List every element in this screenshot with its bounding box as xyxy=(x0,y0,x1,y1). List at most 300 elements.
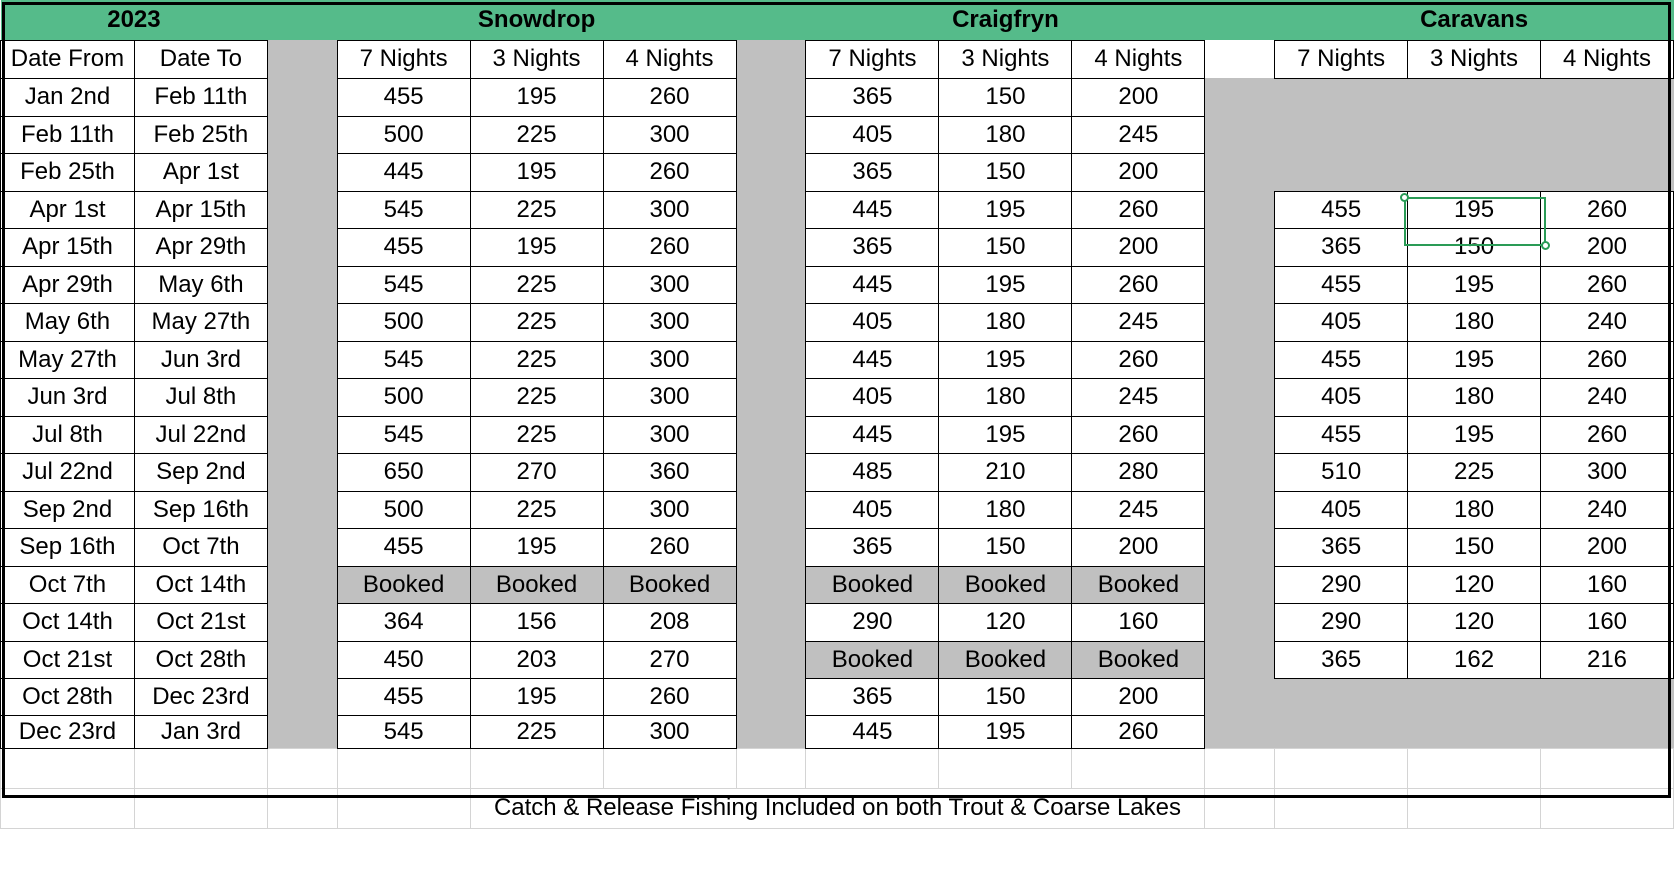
caravans-unavailable-cell xyxy=(1408,715,1541,748)
snowdrop-price-cell[interactable]: 225 xyxy=(470,491,603,528)
craigfryn-price-cell[interactable]: 365 xyxy=(806,678,939,715)
date-to-cell[interactable]: May 6th xyxy=(134,266,267,303)
date-from-cell[interactable]: May 27th xyxy=(1,341,135,378)
table-row xyxy=(1,528,1674,566)
caravans-unavailable-cell xyxy=(1540,715,1673,748)
table-row xyxy=(1,191,1674,228)
caravans-price-cell[interactable]: 195 xyxy=(1408,341,1541,378)
date-from-cell[interactable]: Jun 3rd xyxy=(1,378,135,416)
caravans-price-cell[interactable]: 200 xyxy=(1540,528,1673,566)
craigfryn-price-cell[interactable]: 200 xyxy=(1072,153,1205,191)
caravans-unavailable-cell xyxy=(1408,153,1541,191)
caravans-price-cell[interactable]: 195 xyxy=(1408,191,1541,228)
table-row xyxy=(1,78,1674,116)
snowdrop-price-cell[interactable]: 225 xyxy=(470,341,603,378)
gap-column xyxy=(267,153,337,191)
craigfryn-price-cell[interactable]: 260 xyxy=(1072,341,1205,378)
craigfryn-booked-cell[interactable]: Booked xyxy=(939,566,1072,603)
craigfryn-price-cell[interactable]: 180 xyxy=(939,491,1072,528)
snowdrop-price-cell[interactable]: 545 xyxy=(337,191,470,228)
caravans-price-cell[interactable]: 455 xyxy=(1275,191,1408,228)
craigfryn-price-cell[interactable]: 180 xyxy=(939,116,1072,153)
empty-cell[interactable] xyxy=(1540,748,1673,788)
group-heading-craigfryn: Craigfryn xyxy=(806,0,1205,40)
gap-column xyxy=(1205,266,1275,303)
caravans-price-cell[interactable]: 240 xyxy=(1540,378,1673,416)
craigfryn-price-cell[interactable]: 405 xyxy=(806,303,939,341)
empty-grid-row xyxy=(1,748,1674,788)
date-from-cell[interactable]: Dec 23rd xyxy=(1,715,135,748)
gap-column xyxy=(267,566,337,603)
craigfryn-price-cell[interactable]: 160 xyxy=(1072,603,1205,641)
gap-column xyxy=(736,78,806,116)
caravans-unavailable-cell xyxy=(1275,153,1408,191)
caravans-price-cell[interactable]: 365 xyxy=(1275,528,1408,566)
caravans-price-cell[interactable]: 180 xyxy=(1408,378,1541,416)
snowdrop-price-cell[interactable]: 260 xyxy=(603,153,736,191)
craigfryn-price-cell[interactable]: 405 xyxy=(806,116,939,153)
craigfryn-price-cell[interactable]: 245 xyxy=(1072,491,1205,528)
snowdrop-price-cell[interactable]: 500 xyxy=(337,303,470,341)
craigfryn-price-cell[interactable]: 365 xyxy=(806,228,939,266)
caravans-price-cell[interactable]: 200 xyxy=(1540,228,1673,266)
table-row xyxy=(1,715,1674,748)
empty-cell[interactable] xyxy=(736,748,806,788)
date-from-cell[interactable]: Oct 7th xyxy=(1,566,135,603)
date-to-cell[interactable]: May 27th xyxy=(134,303,267,341)
craigfryn-booked-cell[interactable]: Booked xyxy=(1072,641,1205,678)
snowdrop-price-cell[interactable]: 195 xyxy=(470,528,603,566)
craigfryn-price-cell[interactable]: 150 xyxy=(939,678,1072,715)
snowdrop-booked-cell[interactable]: Booked xyxy=(337,566,470,603)
year-heading: 2023 xyxy=(1,0,268,40)
caravans-price-cell[interactable]: 290 xyxy=(1275,603,1408,641)
table-row xyxy=(1,566,1674,603)
gap-column xyxy=(267,191,337,228)
date-to-cell[interactable]: Oct 21st xyxy=(134,603,267,641)
snowdrop-price-cell[interactable]: 225 xyxy=(470,191,603,228)
table-row xyxy=(1,228,1674,266)
caravans-unavailable-cell xyxy=(1275,678,1408,715)
date-from-cell[interactable]: Feb 11th xyxy=(1,116,135,153)
craigfryn-price-cell[interactable]: 365 xyxy=(806,153,939,191)
caravans-price-cell[interactable]: 195 xyxy=(1408,266,1541,303)
empty-cell[interactable] xyxy=(939,748,1072,788)
craigfryn-price-cell[interactable]: 290 xyxy=(806,603,939,641)
gap-column xyxy=(267,678,337,715)
date-to-cell[interactable]: Apr 29th xyxy=(134,228,267,266)
gap-column xyxy=(267,303,337,341)
snowdrop-price-cell[interactable]: 195 xyxy=(470,678,603,715)
footer-row xyxy=(1,788,1674,828)
snowdrop-price-cell[interactable]: 650 xyxy=(337,453,470,491)
caravans-price-cell[interactable]: 455 xyxy=(1275,341,1408,378)
craigfryn-price-cell[interactable]: 260 xyxy=(1072,416,1205,453)
caravans-price-cell[interactable]: 240 xyxy=(1540,303,1673,341)
date-from-cell[interactable]: Sep 16th xyxy=(1,528,135,566)
snowdrop-price-cell[interactable]: 445 xyxy=(337,153,470,191)
snowdrop-price-cell[interactable]: 225 xyxy=(470,378,603,416)
gap-column xyxy=(1205,78,1275,116)
date-from-cell[interactable]: Jan 2nd xyxy=(1,78,135,116)
column-header-caravans-n7[interactable]: 7 Nights xyxy=(1275,40,1408,78)
date-to-cell[interactable]: Oct 7th xyxy=(134,528,267,566)
header-band xyxy=(1,0,1674,40)
gap-column xyxy=(1205,228,1275,266)
caravans-unavailable-cell xyxy=(1540,678,1673,715)
caravans-unavailable-cell xyxy=(1540,153,1673,191)
gap-column xyxy=(736,641,806,678)
caravans-price-cell[interactable]: 365 xyxy=(1275,228,1408,266)
snowdrop-price-cell[interactable]: 195 xyxy=(470,228,603,266)
craigfryn-price-cell[interactable]: 210 xyxy=(939,453,1072,491)
snowdrop-price-cell[interactable]: 455 xyxy=(337,678,470,715)
gap-column xyxy=(1205,40,1275,78)
column-header-craigfryn-n3[interactable]: 3 Nights xyxy=(939,40,1072,78)
empty-cell[interactable] xyxy=(1540,788,1673,828)
date-to-cell[interactable]: Sep 16th xyxy=(134,491,267,528)
empty-cell[interactable] xyxy=(134,788,267,828)
snowdrop-price-cell[interactable]: 450 xyxy=(337,641,470,678)
craigfryn-price-cell[interactable]: 150 xyxy=(939,78,1072,116)
snowdrop-price-cell[interactable]: 300 xyxy=(603,116,736,153)
gap-column xyxy=(1205,715,1275,748)
snowdrop-price-cell[interactable]: 455 xyxy=(337,228,470,266)
craigfryn-price-cell[interactable]: 195 xyxy=(939,341,1072,378)
column-header-snowdrop-n7[interactable]: 7 Nights xyxy=(337,40,470,78)
date-from-cell[interactable]: May 6th xyxy=(1,303,135,341)
date-from-cell[interactable]: Jul 8th xyxy=(1,416,135,453)
table-row xyxy=(1,453,1674,491)
snowdrop-price-cell[interactable]: 300 xyxy=(603,416,736,453)
snowdrop-price-cell[interactable]: 545 xyxy=(337,416,470,453)
gap-column xyxy=(736,341,806,378)
table-row xyxy=(1,491,1674,528)
craigfryn-price-cell[interactable]: 260 xyxy=(1072,266,1205,303)
caravans-price-cell[interactable]: 365 xyxy=(1275,641,1408,678)
craigfryn-price-cell[interactable]: 365 xyxy=(806,78,939,116)
group-heading-snowdrop: Snowdrop xyxy=(337,0,736,40)
snowdrop-price-cell[interactable]: 300 xyxy=(603,491,736,528)
gap-column xyxy=(736,378,806,416)
snowdrop-price-cell[interactable]: 225 xyxy=(470,116,603,153)
craigfryn-price-cell[interactable]: 200 xyxy=(1072,228,1205,266)
date-from-cell[interactable]: Jul 22nd xyxy=(1,453,135,491)
craigfryn-price-cell[interactable]: 405 xyxy=(806,378,939,416)
empty-cell[interactable] xyxy=(1072,748,1205,788)
snowdrop-price-cell[interactable]: 260 xyxy=(603,528,736,566)
craigfryn-price-cell[interactable]: 180 xyxy=(939,378,1072,416)
caravans-unavailable-cell xyxy=(1408,116,1541,153)
gap-column xyxy=(736,416,806,453)
craigfryn-price-cell[interactable]: 445 xyxy=(806,715,939,748)
date-from-cell[interactable]: Oct 14th xyxy=(1,603,135,641)
caravans-unavailable-cell xyxy=(1275,116,1408,153)
caravans-price-cell[interactable]: 290 xyxy=(1275,566,1408,603)
gap-column xyxy=(1205,378,1275,416)
gap-column xyxy=(1205,566,1275,603)
snowdrop-price-cell[interactable]: 208 xyxy=(603,603,736,641)
date-from-cell[interactable]: Oct 21st xyxy=(1,641,135,678)
gap-column xyxy=(736,303,806,341)
gap-column xyxy=(267,528,337,566)
empty-cell[interactable] xyxy=(1,748,135,788)
gap-column xyxy=(1205,303,1275,341)
gap-column xyxy=(267,603,337,641)
caravans-price-cell[interactable]: 260 xyxy=(1540,266,1673,303)
gap-column xyxy=(736,228,806,266)
gap-column xyxy=(267,116,337,153)
date-to-cell[interactable]: Jul 8th xyxy=(134,378,267,416)
craigfryn-price-cell[interactable]: 445 xyxy=(806,341,939,378)
empty-cell[interactable] xyxy=(1205,748,1275,788)
snowdrop-price-cell[interactable]: 455 xyxy=(337,78,470,116)
table-row xyxy=(1,266,1674,303)
snowdrop-price-cell[interactable]: 455 xyxy=(337,528,470,566)
caravans-price-cell[interactable]: 195 xyxy=(1408,416,1541,453)
craigfryn-price-cell[interactable]: 445 xyxy=(806,416,939,453)
snowdrop-price-cell[interactable]: 260 xyxy=(603,678,736,715)
caravans-unavailable-cell xyxy=(1408,678,1541,715)
empty-cell[interactable] xyxy=(337,788,470,828)
snowdrop-price-cell[interactable]: 225 xyxy=(470,303,603,341)
snowdrop-booked-cell[interactable]: Booked xyxy=(603,566,736,603)
craigfryn-price-cell[interactable]: 245 xyxy=(1072,116,1205,153)
caravans-price-cell[interactable]: 150 xyxy=(1408,528,1541,566)
date-to-cell[interactable]: Oct 14th xyxy=(134,566,267,603)
craigfryn-price-cell[interactable]: 195 xyxy=(939,715,1072,748)
craigfryn-price-cell[interactable]: 200 xyxy=(1072,528,1205,566)
caravans-price-cell[interactable]: 120 xyxy=(1408,566,1541,603)
table-row xyxy=(1,678,1674,715)
gap-column xyxy=(1205,603,1275,641)
caravans-price-cell[interactable]: 405 xyxy=(1275,491,1408,528)
caravans-price-cell[interactable]: 162 xyxy=(1408,641,1541,678)
craigfryn-booked-cell[interactable]: Booked xyxy=(1072,566,1205,603)
caravans-unavailable-cell xyxy=(1275,715,1408,748)
empty-cell[interactable] xyxy=(1408,748,1541,788)
caravans-price-cell[interactable]: 260 xyxy=(1540,191,1673,228)
caravans-unavailable-cell xyxy=(1408,78,1541,116)
gap-column xyxy=(736,116,806,153)
craigfryn-price-cell[interactable]: 200 xyxy=(1072,678,1205,715)
table-row xyxy=(1,603,1674,641)
caravans-unavailable-cell xyxy=(1540,116,1673,153)
gap-column xyxy=(1205,116,1275,153)
craigfryn-price-cell[interactable]: 150 xyxy=(939,528,1072,566)
date-from-cell[interactable]: Apr 1st xyxy=(1,191,135,228)
table-row xyxy=(1,303,1674,341)
empty-cell[interactable] xyxy=(806,748,939,788)
date-from-cell[interactable]: Oct 28th xyxy=(1,678,135,715)
date-to-cell[interactable]: Apr 1st xyxy=(134,153,267,191)
caravans-price-cell[interactable]: 180 xyxy=(1408,491,1541,528)
column-header-caravans-n4[interactable]: 4 Nights xyxy=(1540,40,1673,78)
date-to-cell[interactable]: Apr 15th xyxy=(134,191,267,228)
snowdrop-price-cell[interactable]: 300 xyxy=(603,266,736,303)
column-header-snowdrop-n3[interactable]: 3 Nights xyxy=(470,40,603,78)
caravans-price-cell[interactable]: 260 xyxy=(1540,416,1673,453)
craigfryn-price-cell[interactable]: 280 xyxy=(1072,453,1205,491)
gap-column xyxy=(1205,491,1275,528)
gap-column xyxy=(267,341,337,378)
craigfryn-price-cell[interactable]: 485 xyxy=(806,453,939,491)
snowdrop-price-cell[interactable]: 300 xyxy=(603,378,736,416)
group-heading-caravans: Caravans xyxy=(1275,0,1674,40)
caravans-price-cell[interactable]: 216 xyxy=(1540,641,1673,678)
date-from-cell[interactable]: Apr 29th xyxy=(1,266,135,303)
date-from-cell[interactable]: Apr 15th xyxy=(1,228,135,266)
caravans-price-cell[interactable]: 180 xyxy=(1408,303,1541,341)
gap-column xyxy=(736,528,806,566)
craigfryn-price-cell[interactable]: 195 xyxy=(939,266,1072,303)
craigfryn-price-cell[interactable]: 180 xyxy=(939,303,1072,341)
date-to-cell[interactable]: Jan 3rd xyxy=(134,715,267,748)
craigfryn-price-cell[interactable]: 195 xyxy=(939,191,1072,228)
table-row xyxy=(1,341,1674,378)
caravans-price-cell[interactable]: 150 xyxy=(1408,228,1541,266)
date-to-cell[interactable]: Feb 11th xyxy=(134,78,267,116)
gap-column xyxy=(267,78,337,116)
snowdrop-price-cell[interactable]: 260 xyxy=(603,228,736,266)
caravans-price-cell[interactable]: 405 xyxy=(1275,303,1408,341)
gap-column xyxy=(1205,678,1275,715)
snowdrop-price-cell[interactable]: 203 xyxy=(470,641,603,678)
gap-column xyxy=(267,491,337,528)
date-to-cell[interactable]: Feb 25th xyxy=(134,116,267,153)
column-header-caravans-n3[interactable]: 3 Nights xyxy=(1408,40,1541,78)
gap-column xyxy=(267,378,337,416)
caravans-price-cell[interactable]: 510 xyxy=(1275,453,1408,491)
caravans-unavailable-cell xyxy=(1540,78,1673,116)
craigfryn-price-cell[interactable]: 195 xyxy=(939,416,1072,453)
craigfryn-price-cell[interactable]: 445 xyxy=(806,191,939,228)
craigfryn-booked-cell[interactable]: Booked xyxy=(806,641,939,678)
empty-cell[interactable] xyxy=(1408,788,1541,828)
gap-column xyxy=(736,453,806,491)
snowdrop-price-cell[interactable]: 500 xyxy=(337,116,470,153)
caravans-price-cell[interactable]: 160 xyxy=(1540,603,1673,641)
snowdrop-price-cell[interactable]: 225 xyxy=(470,416,603,453)
snowdrop-price-cell[interactable]: 300 xyxy=(603,715,736,748)
column-header-snowdrop-n4[interactable]: 4 Nights xyxy=(603,40,736,78)
empty-cell[interactable] xyxy=(267,748,337,788)
snowdrop-price-cell[interactable]: 260 xyxy=(603,78,736,116)
craigfryn-price-cell[interactable]: 150 xyxy=(939,153,1072,191)
snowdrop-price-cell[interactable]: 500 xyxy=(337,491,470,528)
snowdrop-price-cell[interactable]: 545 xyxy=(337,341,470,378)
snowdrop-price-cell[interactable]: 156 xyxy=(470,603,603,641)
table-row xyxy=(1,641,1674,678)
fishing-note[interactable]: Catch & Release Fishing Included on both Trout & Coarse Lakes xyxy=(470,788,1205,828)
gap-column xyxy=(736,191,806,228)
date-from-cell[interactable]: Sep 2nd xyxy=(1,491,135,528)
column-header-date-from[interactable]: Date From xyxy=(1,40,135,78)
empty-cell[interactable] xyxy=(1275,748,1408,788)
date-from-cell[interactable]: Feb 25th xyxy=(1,153,135,191)
craigfryn-price-cell[interactable]: 245 xyxy=(1072,303,1205,341)
caravans-price-cell[interactable]: 225 xyxy=(1408,453,1541,491)
date-to-cell[interactable]: Jun 3rd xyxy=(134,341,267,378)
gap-column xyxy=(736,40,806,78)
caravans-price-cell[interactable]: 260 xyxy=(1540,341,1673,378)
column-header-row xyxy=(1,40,1674,78)
gap-column xyxy=(1205,453,1275,491)
caravans-price-cell[interactable]: 240 xyxy=(1540,491,1673,528)
snowdrop-price-cell[interactable]: 270 xyxy=(603,641,736,678)
empty-cell[interactable] xyxy=(267,788,337,828)
craigfryn-price-cell[interactable]: 120 xyxy=(939,603,1072,641)
craigfryn-booked-cell[interactable]: Booked xyxy=(806,566,939,603)
caravans-price-cell[interactable]: 160 xyxy=(1540,566,1673,603)
gap-column xyxy=(267,641,337,678)
empty-cell[interactable] xyxy=(1205,788,1275,828)
gap-column xyxy=(736,566,806,603)
snowdrop-price-cell[interactable]: 300 xyxy=(603,303,736,341)
craigfryn-price-cell[interactable]: 150 xyxy=(939,228,1072,266)
craigfryn-price-cell[interactable]: 260 xyxy=(1072,715,1205,748)
empty-cell[interactable] xyxy=(603,748,736,788)
craigfryn-booked-cell[interactable]: Booked xyxy=(939,641,1072,678)
gap-column xyxy=(1205,191,1275,228)
craigfryn-price-cell[interactable]: 245 xyxy=(1072,378,1205,416)
column-header-date-to[interactable]: Date To xyxy=(134,40,267,78)
date-to-cell[interactable]: Jul 22nd xyxy=(134,416,267,453)
snowdrop-price-cell[interactable]: 500 xyxy=(337,378,470,416)
caravans-price-cell[interactable]: 455 xyxy=(1275,266,1408,303)
craigfryn-price-cell[interactable]: 260 xyxy=(1072,191,1205,228)
gap-column xyxy=(1205,528,1275,566)
table-row xyxy=(1,378,1674,416)
table-row xyxy=(1,116,1674,153)
snowdrop-price-cell[interactable]: 300 xyxy=(603,341,736,378)
snowdrop-price-cell[interactable]: 545 xyxy=(337,266,470,303)
table-row xyxy=(1,153,1674,191)
caravans-price-cell[interactable]: 455 xyxy=(1275,416,1408,453)
empty-cell[interactable] xyxy=(470,748,603,788)
gap-column xyxy=(267,40,337,78)
column-header-craigfryn-n4[interactable]: 4 Nights xyxy=(1072,40,1205,78)
caravans-price-cell[interactable]: 300 xyxy=(1540,453,1673,491)
snowdrop-price-cell[interactable]: 545 xyxy=(337,715,470,748)
craigfryn-price-cell[interactable]: 405 xyxy=(806,491,939,528)
date-to-cell[interactable]: Dec 23rd xyxy=(134,678,267,715)
snowdrop-booked-cell[interactable]: Booked xyxy=(470,566,603,603)
column-header-craigfryn-n7[interactable]: 7 Nights xyxy=(806,40,939,78)
date-to-cell[interactable]: Sep 2nd xyxy=(134,453,267,491)
caravans-price-cell[interactable]: 120 xyxy=(1408,603,1541,641)
snowdrop-price-cell[interactable]: 195 xyxy=(470,153,603,191)
empty-cell[interactable] xyxy=(337,748,470,788)
empty-cell[interactable] xyxy=(1275,788,1408,828)
gap-column xyxy=(736,266,806,303)
craigfryn-price-cell[interactable]: 200 xyxy=(1072,78,1205,116)
snowdrop-price-cell[interactable]: 360 xyxy=(603,453,736,491)
snowdrop-price-cell[interactable]: 270 xyxy=(470,453,603,491)
snowdrop-price-cell[interactable]: 225 xyxy=(470,715,603,748)
craigfryn-price-cell[interactable]: 445 xyxy=(806,266,939,303)
craigfryn-price-cell[interactable]: 365 xyxy=(806,528,939,566)
snowdrop-price-cell[interactable]: 364 xyxy=(337,603,470,641)
snowdrop-price-cell[interactable]: 300 xyxy=(603,191,736,228)
gap-column xyxy=(736,678,806,715)
snowdrop-price-cell[interactable]: 195 xyxy=(470,78,603,116)
snowdrop-price-cell[interactable]: 225 xyxy=(470,266,603,303)
empty-cell[interactable] xyxy=(1,788,135,828)
empty-cell[interactable] xyxy=(134,748,267,788)
caravans-price-cell[interactable]: 405 xyxy=(1275,378,1408,416)
date-to-cell[interactable]: Oct 28th xyxy=(134,641,267,678)
